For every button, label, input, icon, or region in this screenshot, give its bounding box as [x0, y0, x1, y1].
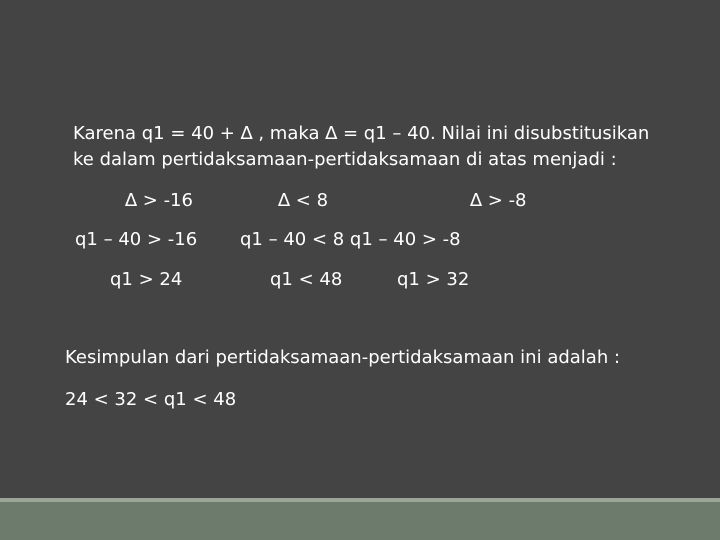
- intro-paragraph: [73, 121, 713, 173]
- inequality-q1-minus-40-ge-minus-16: q1 – 40 > -16: [75, 229, 198, 250]
- inequality-delta-ge-minus-8: ∆ > -8: [470, 190, 527, 211]
- intro-line-2: ke dalam pertidaksamaan-pertidaksamaan di atas menjadi :: [73, 149, 617, 170]
- inequality-delta-ge-minus-16: ∆ > -16: [125, 190, 193, 211]
- inequality-q1-ge-32: q1 > 32: [397, 269, 470, 290]
- inequality-delta-le-8: ∆ < 8: [278, 190, 329, 211]
- footer-band: [0, 502, 720, 540]
- conclusion-statement: Kesimpulan dari pertidaksamaan-pertidaksamaan ini adalah :: [65, 347, 621, 368]
- inequality-q1-le-48: q1 < 48: [270, 269, 343, 290]
- inequality-q1-minus-40-pair: q1 – 40 < 8 q1 – 40 > -8: [240, 229, 461, 250]
- inequality-q1-ge-24: q1 > 24: [110, 269, 183, 290]
- intro-line-1: Karena q1 = 40 + ∆ , maka ∆ = q1 – 40. Nilai ini disubstitusikan: [73, 123, 650, 144]
- conclusion-result: 24 < 32 < q1 < 48: [65, 389, 237, 410]
